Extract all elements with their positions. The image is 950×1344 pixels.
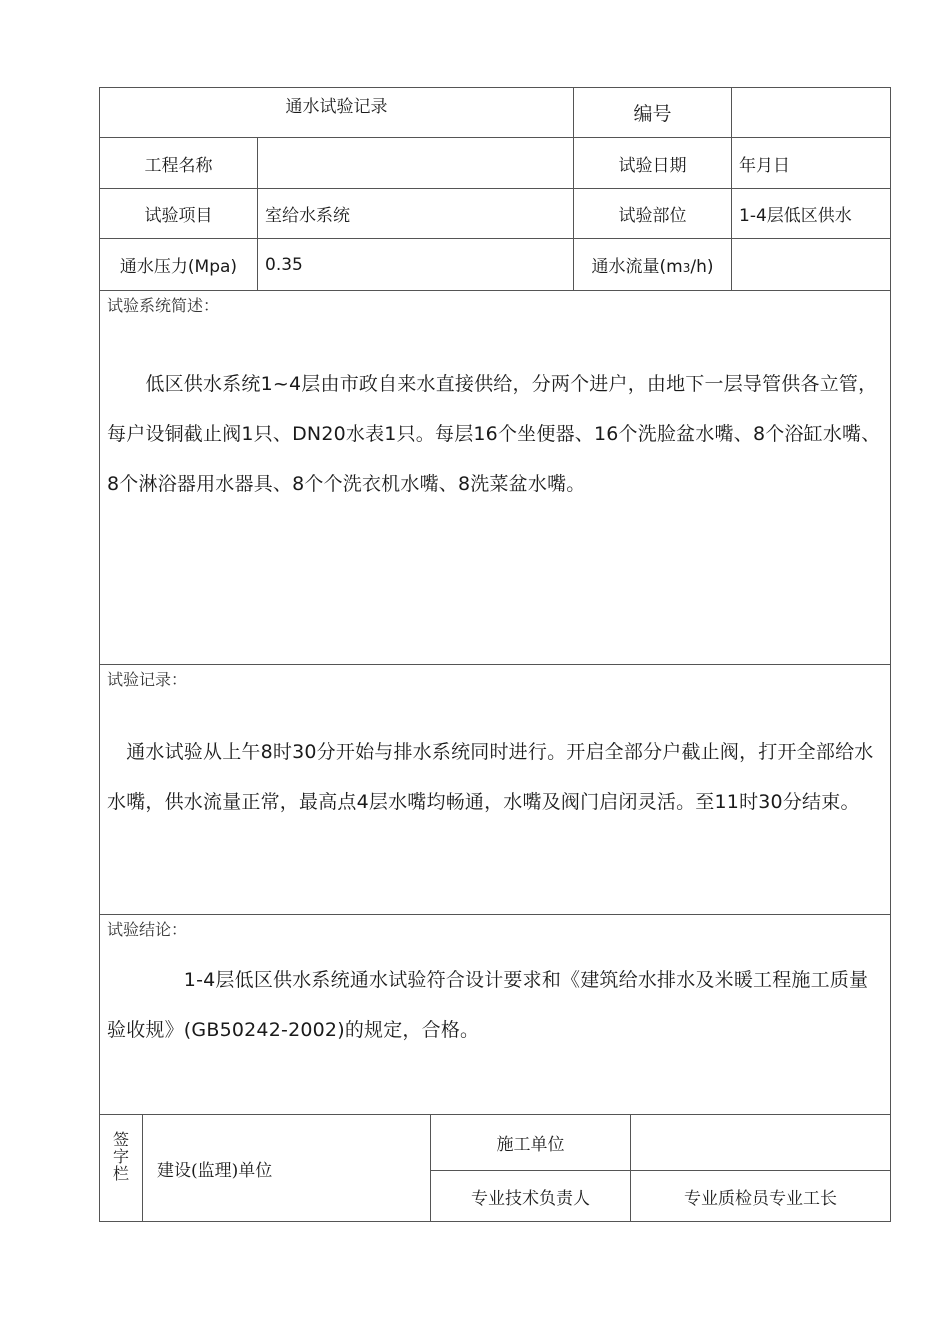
- flow-label-suffix: /h): [690, 257, 714, 277]
- signature-column: [100, 1115, 143, 1222]
- form-grid: [99, 87, 891, 1222]
- signature-column-label: 签字栏: [113, 1130, 130, 1183]
- test-conclusion-section: [100, 915, 891, 1115]
- test-date-value[interactable]: 年月日: [732, 138, 891, 189]
- test-record-section: [100, 665, 891, 915]
- construction-unit-value[interactable]: [631, 1115, 891, 1171]
- test-location-value[interactable]: 1-4层低区供水: [732, 189, 891, 239]
- test-conclusion-label: 试验结论：: [107, 920, 188, 939]
- qc-foreman-label: 专业质检员专业工长: [631, 1171, 891, 1222]
- pressure-label: 通水压力(Mpa): [100, 239, 258, 291]
- test-conclusion-text: 1-4层低区供水系统通水试验符合设计要求和《建筑给水排水及米暖工程施工质量验收规》(GB50242-2002)的规定，合格。: [107, 969, 869, 1041]
- owner-unit-label: 建设(监理)单位: [143, 1115, 431, 1222]
- number-label: 编号: [574, 88, 732, 138]
- system-description-text: 低区供水系统1~4层由市政自来水直接供给，分两个进户，由地下一层导管供各立管，每户设铜截止阀1只、DN20水表1只。每层16个坐便器、16个洗脸盆水嘴、8个浴缸水嘴、8个淋浴器用水器具、8个个洗衣机水嘴、8洗菜盆水嘴。: [107, 373, 881, 495]
- test-item-value[interactable]: 室给水系统: [258, 189, 574, 239]
- pressure-value[interactable]: 0.35: [258, 239, 574, 291]
- test-location-label: 试验部位: [574, 189, 732, 239]
- number-value[interactable]: [732, 88, 891, 138]
- test-record-text: 通水试验从上午8时30分开始与排水系统同时进行。开启全部分户截止阀，打开全部给水水嘴，供水流量正常，最高点4层水嘴均畅通，水嘴及阀门启闭灵活。至11时30分结束。: [107, 741, 874, 813]
- page-title: 通水试验记录: [100, 88, 574, 138]
- flow-value[interactable]: [732, 239, 891, 291]
- flow-label: [574, 239, 732, 291]
- test-record-label: 试验记录：: [107, 670, 188, 689]
- construction-unit-label: 施工单位: [431, 1115, 631, 1171]
- project-name-label: 工程名称: [100, 138, 258, 189]
- test-date-label: 试验日期: [574, 138, 732, 189]
- tech-lead-label: 专业技术负责人: [431, 1171, 631, 1222]
- system-description-section: [100, 291, 891, 665]
- system-description-label: 试验系统简述：: [107, 296, 220, 315]
- flow-label-prefix: 通水流量(m: [591, 257, 683, 277]
- test-record-form: [99, 87, 890, 1222]
- project-name-value[interactable]: [258, 138, 574, 189]
- flow-label-sub: 3: [682, 261, 691, 275]
- test-item-label: 试验项目: [100, 189, 258, 239]
